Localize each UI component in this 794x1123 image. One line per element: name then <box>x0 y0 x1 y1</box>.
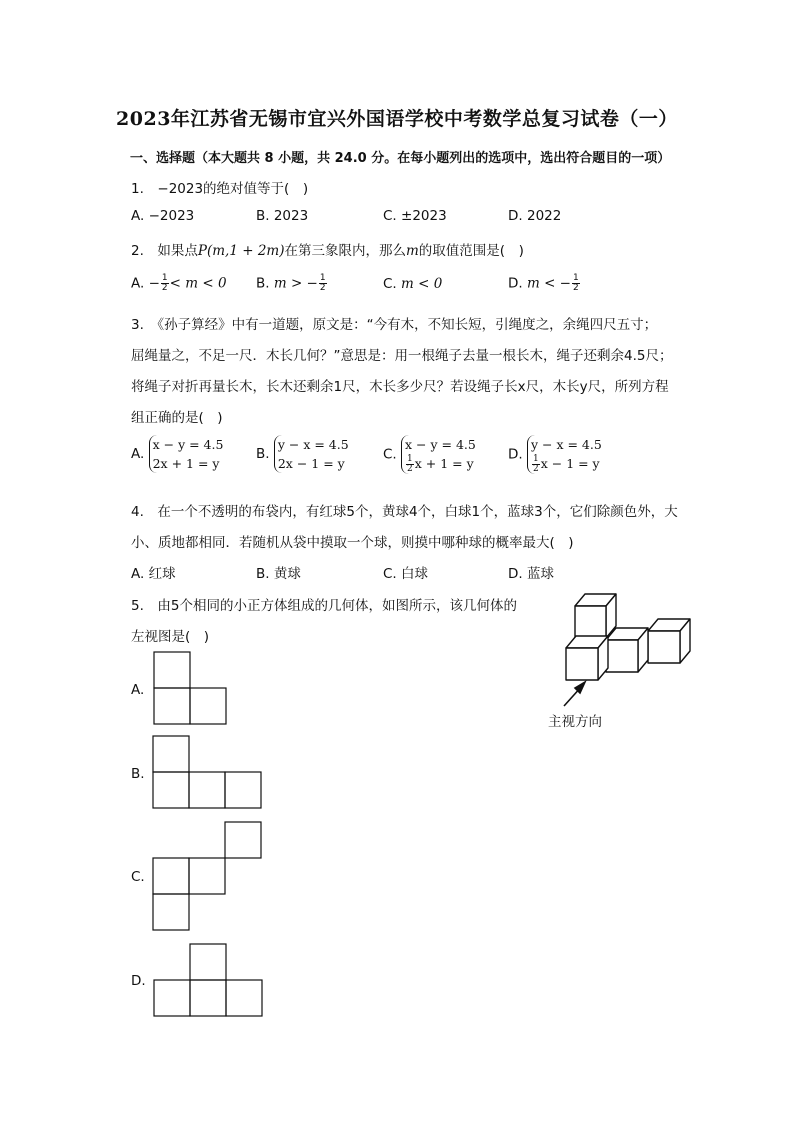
q4-option-d: D. 蓝球 <box>508 566 554 582</box>
q5-label-d: D. <box>131 973 146 989</box>
q3-c-eq1: x − y = 4.5 <box>405 437 476 452</box>
q3-a-eq2: 2x + 1 = y <box>152 456 220 471</box>
q3-line-3: 将绳子对折再量长木，长木还剩余1尺，木长多少尺？若设绳子长x尺，木长y尺，所列方程 <box>131 379 669 395</box>
q1-stem: 1. −2023的绝对值等于( ) <box>131 181 309 197</box>
figure-caption: 主视方向 <box>548 714 602 730</box>
q3-b-system <box>274 435 349 473</box>
q5-label-b: B. <box>131 766 145 782</box>
q3-c-den: 2 <box>407 464 413 474</box>
q2-a-den: 2 <box>161 283 168 293</box>
q5-line-2: 左视图是( ) <box>131 629 210 645</box>
q2-d-pre: m < − <box>526 275 571 292</box>
q4-line-2: 小、质地都相同．若随机从袋中摸取一个球，则摸中哪种球的概率最大( ) <box>131 535 574 551</box>
q5-line-1: 5. 由5个相同的小正方体组成的几何体，如图所示，该几何体的 <box>131 598 517 614</box>
q3-option-b <box>256 435 349 473</box>
q2-stem-post: 的取值范围是( ) <box>418 243 524 259</box>
q2-b-num: 1 <box>319 273 326 283</box>
q3-b-eq1: y − x = 4.5 <box>277 437 349 452</box>
q3-label-d: D. <box>508 446 523 463</box>
q5-option-b-view <box>152 735 264 810</box>
q3-line-4: 组正确的是( ) <box>131 410 223 426</box>
q2-d-frac <box>572 274 580 293</box>
q2-var: m <box>405 243 419 259</box>
q2-point: P(m,1 + 2m) <box>197 243 285 259</box>
q4-line-1: 4. 在一个不透明的布袋内，有红球5个，黄球4个，白球1个，蓝球3个，它们除颜色外，大 <box>131 504 678 520</box>
q3-d-system <box>527 435 602 474</box>
q2-b-frac <box>319 274 327 293</box>
page-title: 2023年江苏省无锡市宜兴外国语学校中考数学总复习试卷（一） <box>116 108 678 130</box>
q3-option-d <box>508 435 602 474</box>
q5-option-d-view <box>153 943 265 1018</box>
q2-d-num: 1 <box>573 273 579 283</box>
q3-d-eq2: x − 1 = y <box>540 456 600 471</box>
q2-a-frac <box>161 274 169 293</box>
q3-d-num: 1 <box>532 454 539 464</box>
q2-b-den: 2 <box>319 283 326 293</box>
q1-option-d: D. 2022 <box>508 208 562 224</box>
q3-d-den: 2 <box>532 464 539 474</box>
q2-label-d: D. <box>508 275 523 292</box>
q3-d-eq1: y − x = 4.5 <box>530 437 602 452</box>
q3-option-a <box>131 435 223 473</box>
q3-d-frac <box>532 455 540 474</box>
q3-label-b: B. <box>256 446 270 462</box>
q3-a-eq1: x − y = 4.5 <box>152 437 224 452</box>
q5-label-a: A. <box>131 682 145 698</box>
q2-a-num: 1 <box>161 273 168 283</box>
q2-b-pre: m > − <box>273 275 318 292</box>
q2-label-b: B. <box>256 275 270 292</box>
q3-c-frac <box>406 455 414 474</box>
q3-c-num: 1 <box>407 454 413 464</box>
q5-option-a-view <box>153 651 228 726</box>
q2-option-c <box>383 276 442 292</box>
q2-stem <box>131 239 524 259</box>
q3-b-eq2: 2x − 1 = y <box>277 456 345 471</box>
q2-c: m < 0 <box>401 276 443 292</box>
q3-c-eq2: x + 1 = y <box>414 456 474 471</box>
q4-option-b: B. 黄球 <box>256 566 301 582</box>
solid-figure <box>540 590 700 730</box>
q4-option-a: A. 红球 <box>131 566 176 582</box>
q5-label-c: C. <box>131 869 145 885</box>
q1-option-c: C. ±2023 <box>383 208 447 224</box>
q2-label-c: C. <box>383 276 397 292</box>
section-heading: 一、选择题（本大题共 8 小题，共 24.0 分。在每小题列出的选项中，选出符合题目的一项） <box>130 151 671 166</box>
q2-label-a: A. <box>131 275 145 292</box>
q2-a-pre: − <box>148 275 160 292</box>
q5-option-c-view <box>152 821 264 933</box>
q4-option-c: C. 白球 <box>383 566 429 582</box>
q3-line-1: 3. 《孙子算经》中有一道题，原文是：“今有木，不知长短，引绳度之，余绳四尺五寸； <box>131 317 658 333</box>
q3-option-c <box>383 435 476 474</box>
q1-option-a: A. −2023 <box>131 208 195 224</box>
q3-c-system <box>401 435 476 474</box>
q2-option-d <box>508 274 581 293</box>
q2-stem-pre: 2. 如果点 <box>131 243 198 259</box>
q2-a-post: < m < 0 <box>169 275 227 292</box>
q3-label-a: A. <box>131 446 145 462</box>
q1-option-b: B. 2023 <box>256 208 309 224</box>
q3-line-2: 屈绳量之，不足一尺．木长几何？”意思是：用一根绳子去量一根长木，绳子还剩余4.5尺； <box>131 348 673 364</box>
q2-d-den: 2 <box>573 283 579 293</box>
q2-option-a <box>131 274 227 293</box>
q3-a-system <box>149 435 224 473</box>
q2-stem-mid: 在第三象限内，那么 <box>284 243 406 259</box>
q3-label-c: C. <box>383 446 397 463</box>
q2-option-b <box>256 274 328 293</box>
